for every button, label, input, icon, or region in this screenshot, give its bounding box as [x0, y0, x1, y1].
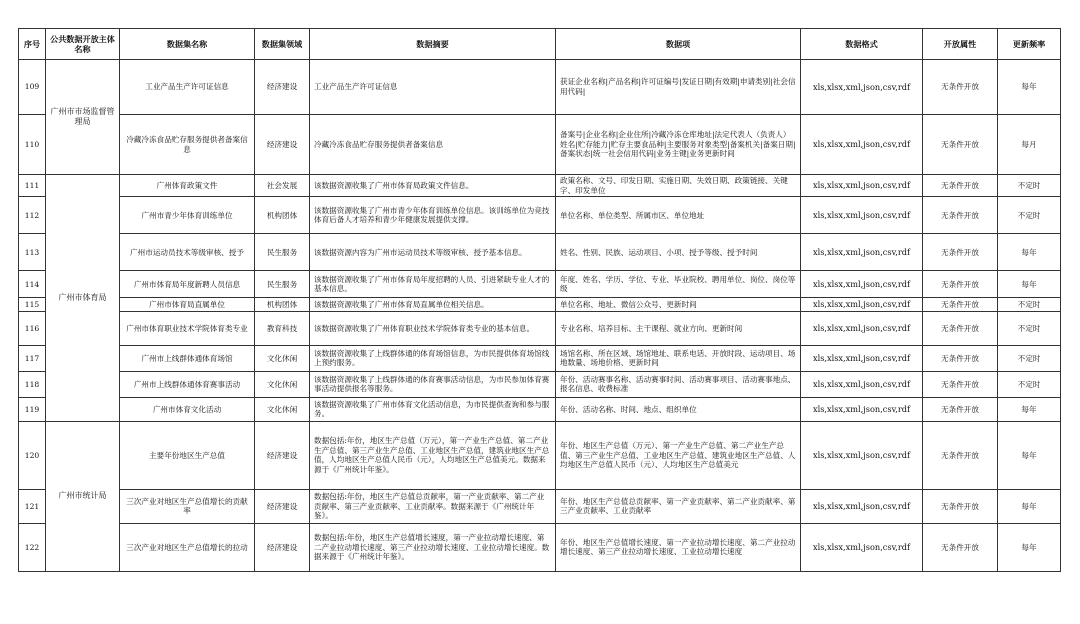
dataset-items: 场馆名称、所在区域、场馆地址、联系电话、开放时段、运动项目、场地数量、场地价格、更新时间 — [556, 345, 801, 371]
dataset-format: xls,xlsx,xml,json,csv,rdf — [801, 523, 923, 571]
dataset-format: xls,xlsx,xml,json,csv,rdf — [801, 298, 923, 312]
open-attribute: 无条件开放 — [923, 345, 998, 371]
dataset-name: 广州市体育局年度新聘人员信息 — [120, 271, 255, 298]
row-number: 111 — [19, 175, 46, 197]
header-field: 数据集领域 — [255, 29, 310, 60]
header-dept: 公共数据开放主体名称 — [46, 29, 120, 60]
header-items: 数据项 — [556, 29, 801, 60]
dataset-format: xls,xlsx,xml,json,csv,rdf — [801, 115, 923, 175]
dataset-summary: 工业产品生产许可证信息 — [310, 60, 556, 115]
open-attribute: 无条件开放 — [923, 523, 998, 571]
table-row — [19, 371, 1061, 397]
dataset-items: 专业名称、培养目标、主干课程、就业方向、更新时间 — [556, 311, 801, 345]
dataset-summary: 数据包括:年份，地区生产总值增长速度，第一产业拉动增长速度、第二产业拉动增长速度、第三产业拉动增长速度、工业拉动增长速度。数据来源于《广州统计年鉴》。 — [310, 523, 556, 571]
dataset-items: 年份、地区生产总值（万元）、第一产业生产总值、第二产业生产总值、第三产业生产总值、工业地区生产总值、建筑业地区生产总值、人均地区生产总值人民币（元）、人均地区生产总值美元 — [556, 421, 801, 489]
open-attribute: 无条件开放 — [923, 175, 998, 197]
dataset-summary: 该数据资源收集了广州市青少年体育训练单位信息。该训练单位为竞技体育后备人才培养和青少年健康发展提供支撑。 — [310, 197, 556, 234]
update-frequency: 不定时 — [998, 175, 1061, 197]
dataset-name: 冷藏冷冻食品贮存服务提供者备案信息 — [120, 115, 255, 175]
open-attribute: 无条件开放 — [923, 271, 998, 298]
dataset-summary: 该数据资源收集了上线群体通的体育场馆信息，为市民提供体育场馆线上预约服务。 — [310, 345, 556, 371]
table-row — [19, 345, 1061, 371]
dataset-name: 工业产品生产许可证信息 — [120, 60, 255, 115]
department-name: 广州市体育局 — [46, 175, 120, 422]
row-number: 118 — [19, 371, 46, 397]
dataset-summary: 该数据资源收集了广州体育职业技术学院体育类专业的基本信息。 — [310, 311, 556, 345]
row-number: 121 — [19, 489, 46, 523]
dataset-summary: 该数据资源收集了广州市体育文化活动信息，为市民提供查询和参与服务。 — [310, 397, 556, 421]
dataset-items: 单位名称、单位类型、所属市区、单位地址 — [556, 197, 801, 234]
update-frequency: 不定时 — [998, 298, 1061, 312]
department-name: 广州市市场监督管理局 — [46, 60, 120, 175]
dataset-field: 机构团体 — [255, 298, 310, 312]
catalog-table — [18, 28, 1061, 572]
dataset-summary: 冷藏冷冻食品贮存服务提供者备案信息 — [310, 115, 556, 175]
dataset-name: 广州市上线群体通体育场馆 — [120, 345, 255, 371]
dataset-summary: 该数据资源收集了广州市体育局直属单位相关信息。 — [310, 298, 556, 312]
table-row — [19, 489, 1061, 523]
dataset-format: xls,xlsx,xml,json,csv,rdf — [801, 397, 923, 421]
dataset-format: xls,xlsx,xml,json,csv,rdf — [801, 311, 923, 345]
dataset-summary: 该数据资源内容为广州市运动员技术等级审核、授予基本信息。 — [310, 234, 556, 271]
row-number: 109 — [19, 60, 46, 115]
row-number: 114 — [19, 271, 46, 298]
dataset-field: 文化休闲 — [255, 397, 310, 421]
open-attribute: 无条件开放 — [923, 421, 998, 489]
header-name: 数据集名称 — [120, 29, 255, 60]
dataset-field: 文化休闲 — [255, 345, 310, 371]
dataset-summary: 数据包括:年份，地区生产总值（万元），第一产业生产总值、第二产业生产总值、第三产业生产总值、工业地区生产总值，建筑业地区生产总值，人均地区生产总值人民币（元），人均地区生产总值美元。数据来源于《广州统计年鉴》。 — [310, 421, 556, 489]
dataset-items: 年份、活动赛事名称、活动赛事时间、活动赛事项目、活动赛事地点、报名信息、收费标准 — [556, 371, 801, 397]
dataset-field: 经济建设 — [255, 489, 310, 523]
row-number: 119 — [19, 397, 46, 421]
dataset-field: 经济建设 — [255, 115, 310, 175]
table-row — [19, 421, 1061, 489]
table-row — [19, 523, 1061, 571]
row-number: 113 — [19, 234, 46, 271]
header-format: 数据格式 — [801, 29, 923, 60]
dataset-items: 获证企业名称|产品名称|许可证编号|发证日期|有效期|申请类别|社会信用代码| — [556, 60, 801, 115]
header-freq: 更新频率 — [998, 29, 1061, 60]
dataset-items: 年份、地区生产总值总贡献率、第一产业贡献率、第二产业贡献率、第三产业贡献率、工业贡献率 — [556, 489, 801, 523]
dataset-summary: 该数据资源收集了广州市体育局年度招聘的人员、引进紧缺专业人才的基本信息。 — [310, 271, 556, 298]
header-summary: 数据摘要 — [310, 29, 556, 60]
row-number: 115 — [19, 298, 46, 312]
row-number: 122 — [19, 523, 46, 571]
table-row — [19, 197, 1061, 234]
department-name: 广州市统计局 — [46, 421, 120, 571]
table-row — [19, 60, 1061, 115]
table-row — [19, 234, 1061, 271]
dataset-name: 广州市体育文化活动 — [120, 397, 255, 421]
dataset-name: 广州市运动员技术等级审核、授予 — [120, 234, 255, 271]
update-frequency: 每年 — [998, 397, 1061, 421]
open-attribute: 无条件开放 — [923, 60, 998, 115]
open-attribute: 无条件开放 — [923, 397, 998, 421]
dataset-summary: 该数据资源收集了广州市体育局政策文件信息。 — [310, 175, 556, 197]
dataset-format: xls,xlsx,xml,json,csv,rdf — [801, 60, 923, 115]
row-number: 110 — [19, 115, 46, 175]
dataset-format: xls,xlsx,xml,json,csv,rdf — [801, 345, 923, 371]
row-number: 112 — [19, 197, 46, 234]
dataset-field: 民生服务 — [255, 234, 310, 271]
update-frequency: 每年 — [998, 523, 1061, 571]
table-row — [19, 298, 1061, 312]
dataset-field: 民生服务 — [255, 271, 310, 298]
dataset-items: 年份、地区生产总值增长速度、第一产业拉动增长速度、第二产业拉动增长速度、第三产业拉动增长速度、工业拉动增长速度 — [556, 523, 801, 571]
dataset-name: 广州市体育局直属单位 — [120, 298, 255, 312]
dataset-format: xls,xlsx,xml,json,csv,rdf — [801, 271, 923, 298]
update-frequency: 不定时 — [998, 345, 1061, 371]
update-frequency: 每年 — [998, 271, 1061, 298]
dataset-format: xls,xlsx,xml,json,csv,rdf — [801, 234, 923, 271]
open-attribute: 无条件开放 — [923, 234, 998, 271]
open-attribute: 无条件开放 — [923, 489, 998, 523]
dataset-items: 年份、活动名称、时间、地点、组织单位 — [556, 397, 801, 421]
update-frequency: 不定时 — [998, 311, 1061, 345]
dataset-name: 广州市上线群体通体育赛事活动 — [120, 371, 255, 397]
dataset-name: 广州体育政策文件 — [120, 175, 255, 197]
data-catalog-table — [18, 28, 1061, 572]
dataset-format: xls,xlsx,xml,json,csv,rdf — [801, 421, 923, 489]
open-attribute: 无条件开放 — [923, 298, 998, 312]
table-row — [19, 397, 1061, 421]
row-number: 120 — [19, 421, 46, 489]
update-frequency: 每年 — [998, 60, 1061, 115]
update-frequency: 每年 — [998, 421, 1061, 489]
header-no: 序号 — [19, 29, 46, 60]
dataset-field: 社会发展 — [255, 175, 310, 197]
open-attribute: 无条件开放 — [923, 197, 998, 234]
dataset-name: 主要年份地区生产总值 — [120, 421, 255, 489]
dataset-summary: 数据包括:年份，地区生产总值总贡献率，第一产业贡献率、第二产业贡献率、第三产业贡献率、工业贡献率。数据来源于《广州统计年鉴》。 — [310, 489, 556, 523]
dataset-field: 经济建设 — [255, 60, 310, 115]
open-attribute: 无条件开放 — [923, 311, 998, 345]
dataset-field: 机构团体 — [255, 197, 310, 234]
open-attribute: 无条件开放 — [923, 371, 998, 397]
update-frequency: 每年 — [998, 489, 1061, 523]
dataset-format: xls,xlsx,xml,json,csv,rdf — [801, 371, 923, 397]
table-row — [19, 115, 1061, 175]
row-number: 117 — [19, 345, 46, 371]
update-frequency: 每年 — [998, 234, 1061, 271]
dataset-field: 教育科技 — [255, 311, 310, 345]
dataset-format: xls,xlsx,xml,json,csv,rdf — [801, 175, 923, 197]
dataset-items: 备案号|企业名称|企业住所|冷藏冷冻仓库地址|法定代表人（负责人）姓名|贮存能力|贮存主要食品种|主要服务对象类型|备案机关|备案日期|备案状态|统一社会信用代码|业务主键|业务更新时间 — [556, 115, 801, 175]
dataset-field: 经济建设 — [255, 421, 310, 489]
update-frequency: 不定时 — [998, 371, 1061, 397]
open-attribute: 无条件开放 — [923, 115, 998, 175]
header-open: 开放属性 — [923, 29, 998, 60]
dataset-format: xls,xlsx,xml,json,csv,rdf — [801, 489, 923, 523]
update-frequency: 每月 — [998, 115, 1061, 175]
header-row — [19, 29, 1061, 60]
dataset-name: 广州市青少年体育训练单位 — [120, 197, 255, 234]
dataset-items: 姓名、性别、民族、运动项目、小项、授予等级、授予时间 — [556, 234, 801, 271]
update-frequency: 不定时 — [998, 197, 1061, 234]
table-row — [19, 271, 1061, 298]
dataset-items: 政策名称、文号、印发日期、实施日期、失效日期、政策链接、关键字、印发单位 — [556, 175, 801, 197]
dataset-name: 三次产业对地区生产总值增长的贡献率 — [120, 489, 255, 523]
dataset-field: 文化休闲 — [255, 371, 310, 397]
dataset-items: 单位名称、地址、微信公众号、更新时间 — [556, 298, 801, 312]
dataset-summary: 该数据资源收集了上线群体通的体育赛事活动信息，为市民参加体育赛事活动提供报名等服务。 — [310, 371, 556, 397]
row-number: 116 — [19, 311, 46, 345]
table-row — [19, 311, 1061, 345]
dataset-field: 经济建设 — [255, 523, 310, 571]
dataset-format: xls,xlsx,xml,json,csv,rdf — [801, 197, 923, 234]
dataset-name: 广州市体育职业技术学院体育类专业 — [120, 311, 255, 345]
dataset-name: 三次产业对地区生产总值增长的拉动 — [120, 523, 255, 571]
dataset-items: 年度、姓名、学历、学位、专业、毕业院校、聘用单位、岗位、岗位等级 — [556, 271, 801, 298]
table-row — [19, 175, 1061, 197]
